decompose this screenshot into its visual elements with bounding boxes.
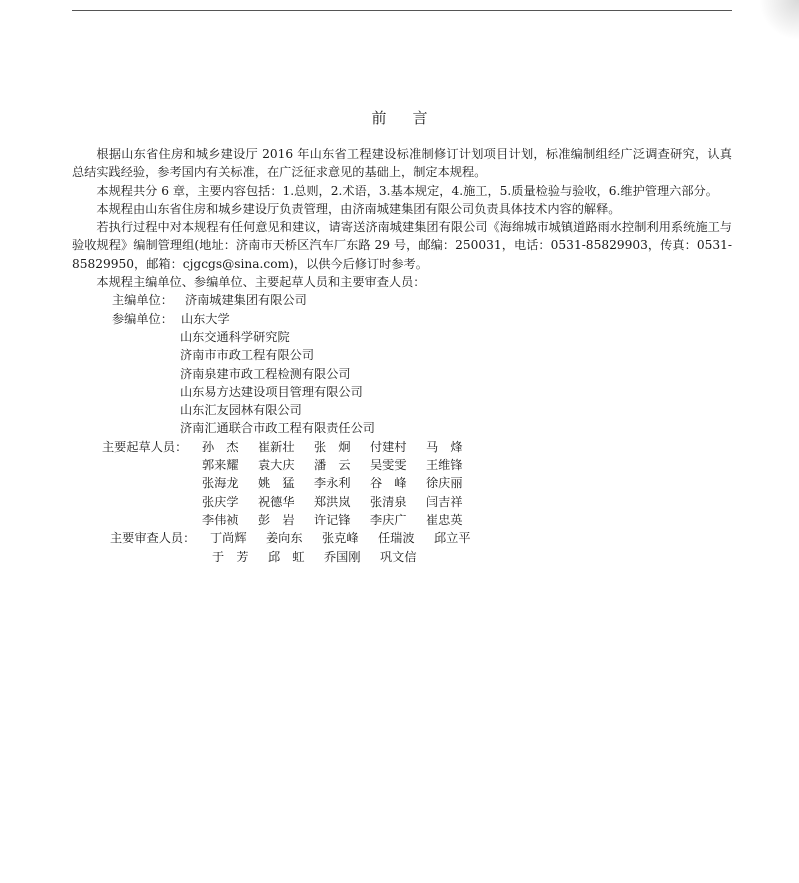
drafters-row [72, 456, 732, 474]
person-name: 吴雯雯 [370, 458, 407, 473]
person-name: 马 烽 [426, 439, 463, 454]
person-name: 徐庆丽 [426, 476, 463, 491]
reviewers-row [72, 529, 732, 547]
drafters-row [72, 493, 732, 511]
person-name: 祝德华 [258, 494, 295, 509]
participating-unit-name: 山东交通科学研究院 [180, 329, 290, 344]
page-corner-shadow [759, 0, 799, 40]
paragraph-credits-intro: 本规程主编单位、参编单位、主要起草人员和主要审查人员： [96, 275, 426, 290]
person-name: 孙 杰 [202, 439, 239, 454]
drafters-label: 主要起草人员： [102, 439, 188, 454]
participating-unit-line [72, 310, 732, 328]
person-name: 丁尚辉 [210, 531, 247, 546]
person-name: 姜向东 [266, 531, 303, 546]
participating-unit-name: 济南泉建市政工程检测有限公司 [180, 366, 351, 381]
person-name: 邱 虹 [268, 549, 305, 564]
person-name: 于 芳 [212, 549, 249, 564]
person-name: 彭 岩 [258, 512, 295, 527]
participating-unit-label: 参编单位： [112, 311, 173, 326]
person-name: 李伟祯 [202, 512, 239, 527]
person-name: 张清泉 [370, 494, 407, 509]
person-name: 王维锋 [426, 458, 463, 473]
person-name: 乔国刚 [324, 549, 361, 564]
person-name: 任瑞波 [378, 531, 415, 546]
header-rule [72, 10, 732, 11]
person-name: 潘 云 [314, 458, 351, 473]
person-name: 付建村 [370, 439, 407, 454]
drafters-row [72, 474, 732, 492]
paragraph-basis: 根据山东省住房和城乡建设厅 2016 年山东省工程建设标准制修订计划项目计划，标准编制组经广泛调查研究，认真总结实践经验，参考国内有关标准，在广泛征求意见的基础上，制定本规程。 [72, 147, 732, 180]
reviewers-label: 主要审查人员： [110, 531, 196, 546]
person-name: 谷 峰 [370, 476, 407, 491]
person-name: 邱立平 [434, 531, 471, 546]
participating-unit-name: 山东大学 [180, 311, 230, 326]
person-name: 李庆广 [370, 512, 407, 527]
drafters-row [72, 438, 732, 456]
person-name: 李永利 [314, 476, 351, 491]
person-name: 张 炯 [314, 439, 351, 454]
person-name: 郭来耀 [202, 458, 239, 473]
person-name: 郑洪岚 [314, 494, 351, 509]
person-name: 张克峰 [322, 531, 359, 546]
chief-unit-name: 济南城建集团有限公司 [184, 293, 307, 308]
page-title: 前言 [371, 109, 454, 127]
person-name: 巩文信 [380, 549, 417, 564]
paragraph-management: 本规程由山东省住房和城乡建设厅负责管理，由济南城建集团有限公司负责具体技术内容的解释。 [96, 201, 621, 216]
paragraph-feedback: 若执行过程中对本规程有任何意见和建议，请寄送济南城建集团有限公司《海绵城市城镇道路雨水控制利用系统施工与验收规程》编制管理组(地址：济南市天桥区汽车厂东路 29 号，邮编：250031，电话：0531-85829903，传真：0531-85829950，邮箱：cjgcgs@sina.com)，以供今后修订时参考。 [72, 220, 732, 271]
chief-unit-label: 主编单位： [112, 293, 173, 308]
person-name: 许记锋 [314, 512, 351, 527]
paragraph-contents: 本规程共分 6 章，主要内容包括：1.总则，2.术语，3.基本规定，4.施工，5.质量检验与验收，6.维护管理六部分。 [96, 183, 718, 198]
person-name: 张庆学 [202, 494, 239, 509]
participating-unit-name: 济南市市政工程有限公司 [180, 348, 315, 363]
chief-unit-line [72, 291, 732, 309]
participating-unit-name: 济南汇通联合市政工程有限责任公司 [180, 421, 375, 436]
document-body [72, 145, 732, 566]
reviewers-row [72, 548, 732, 566]
person-name: 崔忠英 [426, 512, 463, 527]
person-name: 姚 猛 [258, 476, 295, 491]
participating-unit-name: 山东易方达建设项目管理有限公司 [180, 384, 363, 399]
person-name: 闫吉祥 [426, 494, 463, 509]
person-name: 张海龙 [202, 476, 239, 491]
drafters-row [72, 511, 732, 529]
person-name: 崔新壮 [258, 439, 295, 454]
participating-unit-name: 山东汇友园林有限公司 [180, 403, 302, 418]
person-name: 袁大庆 [258, 458, 295, 473]
